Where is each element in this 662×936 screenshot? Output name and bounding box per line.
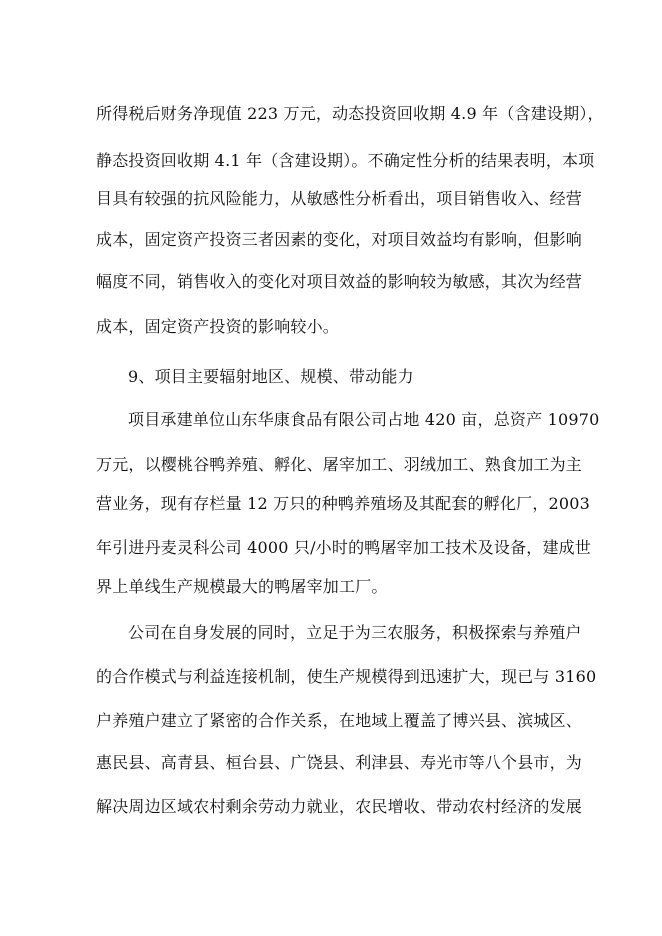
paragraph-line: 成本，固定资产投资的影响较小。 — [96, 317, 340, 336]
paragraph-line: 公司在自身发展的同时，立足于为三农服务，积极探索与养殖户 — [128, 623, 582, 642]
paragraph-line: 幅度不同，销售收入的变化对项目效益的影响较为敏感，其次为经营 — [96, 272, 583, 291]
paragraph-line: 静态投资回收期 4.1 年（含建设期）。不确定性分析的结果表明，本项 — [96, 151, 595, 170]
paragraph-line: 营业务，现有存栏量 12 万只的种鸭养殖场及其配套的孵化厂，2003 — [96, 494, 591, 513]
paragraph-line: 项目承建单位山东华康食品有限公司占地 420 亩，总资产 10970 — [128, 410, 600, 429]
paragraph-line: 界上单线生产规模最大的鸭屠宰加工厂。 — [96, 577, 388, 596]
paragraph-line: 成本，固定资产投资三者因素的变化，对项目效益均有影响，但影响 — [96, 230, 583, 249]
paragraph-line: 目具有较强的抗风险能力，从敏感性分析看出，项目销售收入、经营 — [96, 189, 583, 208]
paragraph-line: 的合作模式与利益连接机制，使生产规模得到迅速扩大，现已与 3160 — [96, 667, 597, 686]
paragraph-line: 万元，以樱桃谷鸭养殖、孵化、屠宰加工、羽绒加工、熟食加工为主 — [96, 455, 583, 474]
paragraph-line: 所得税后财务净现值 223 万元，动态投资回收期 4.9 年（含建设期）， — [96, 104, 604, 123]
paragraph-line: 户养殖户建立了紧密的合作关系，在地域上覆盖了博兴县、滨城区、 — [96, 711, 583, 730]
paragraph-line: 解决周边区域农村剩余劳动力就业，农民增收、带动农村经济的发展 — [96, 797, 583, 816]
section-heading: 9、项目主要辐射地区、规模、带动能力 — [128, 367, 414, 386]
paragraph-line: 惠民县、高青县、桓台县、广饶县、利津县、寿光市等八个县市，为 — [96, 753, 583, 772]
paragraph-line: 年引进丹麦灵科公司 4000 只/小时的鸭屠宰加工技术及设备，建成世 — [96, 538, 592, 557]
